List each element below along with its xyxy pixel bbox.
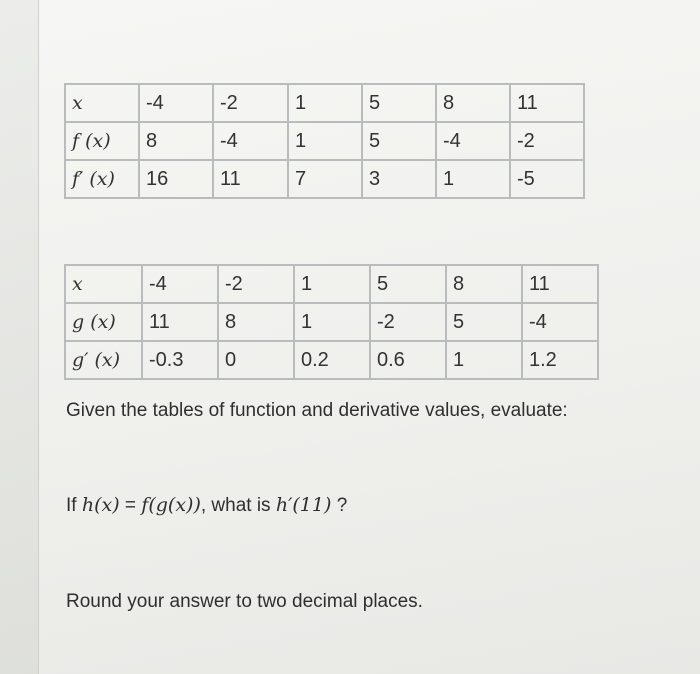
table-cell: -2 [510,122,584,160]
row-label-x: x [65,84,139,122]
table-cell: 16 [139,160,213,198]
row-label-f: f (x) [65,122,139,160]
table-cell: 1 [436,160,510,198]
table-cell: 8 [139,122,213,160]
table-cell: -4 [142,265,218,303]
table-cell: 5 [362,84,436,122]
table-cell: 0.2 [294,341,370,379]
table-cell: -4 [213,122,288,160]
function-table-g [64,264,599,380]
table-cell: -2 [213,84,288,122]
equals-sign: = [124,495,137,516]
table-cell: 1 [294,265,370,303]
table-cell: 11 [213,160,288,198]
table-cell: 5 [446,303,522,341]
table-cell: 8 [436,84,510,122]
question-text [66,494,347,517]
function-table-f [64,83,585,199]
table-cell: 1 [288,84,362,122]
table-row [65,265,598,303]
table-cell: 8 [446,265,522,303]
table-cell: 8 [218,303,294,341]
table-cell: -2 [218,265,294,303]
instructions-text: Given the tables of function and derivative values, evaluate: [66,400,568,421]
table-row [65,84,584,122]
question-mark: ? [336,495,348,516]
table-cell: 1 [288,122,362,160]
table-cell: -4 [522,303,598,341]
table-row [65,341,598,379]
rounding-note: Round your answer to two decimal places. [66,591,423,612]
table-cell: -5 [510,160,584,198]
table-cell: -4 [436,122,510,160]
table-cell: 0.6 [370,341,446,379]
question-middle: , what is [200,495,271,516]
table-cell: 1 [294,303,370,341]
question-prefix: If [66,495,77,516]
table-cell: 11 [510,84,584,122]
table-cell: 5 [370,265,446,303]
table-cell: 11 [522,265,598,303]
composition-expression: f(g(x)) [141,494,201,516]
table-cell: -4 [139,84,213,122]
table-cell: -0.3 [142,341,218,379]
table-cell: 1.2 [522,341,598,379]
table-row [65,122,584,160]
row-label-g: g (x) [65,303,142,341]
table-cell: 7 [288,160,362,198]
table-row [65,303,598,341]
table-cell: 1 [446,341,522,379]
h-of-x: h(x) [81,494,120,516]
row-label-g-prime: g′ (x) [65,341,142,379]
row-label-x: x [65,265,142,303]
table-cell: 5 [362,122,436,160]
row-label-f-prime: f′ (x) [65,160,139,198]
table-cell: 11 [142,303,218,341]
table-cell: 3 [362,160,436,198]
table-row [65,160,584,198]
target-derivative: h′(11) [275,494,332,516]
table-cell: 0 [218,341,294,379]
table-cell: -2 [370,303,446,341]
